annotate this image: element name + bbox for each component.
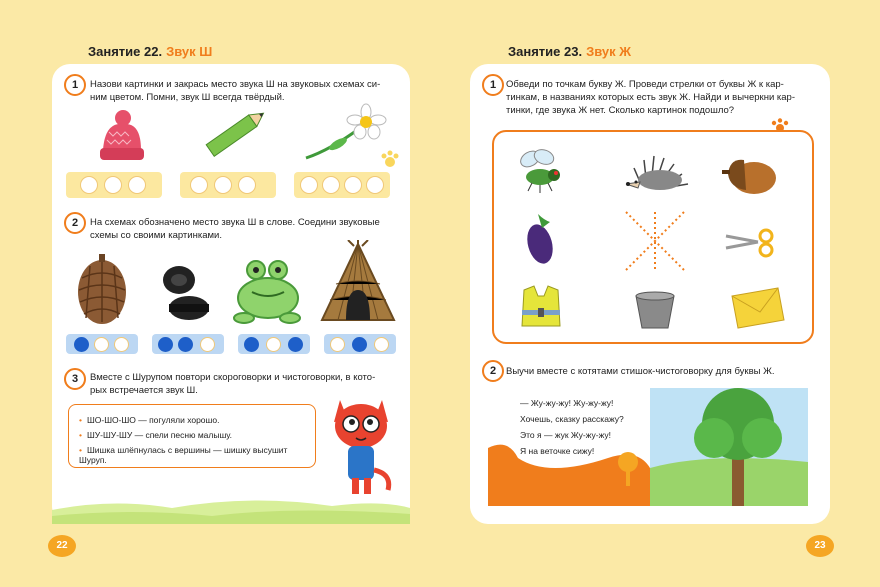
sound-circle bbox=[74, 337, 89, 352]
task-number: 1 bbox=[64, 74, 86, 96]
scissors-picture[interactable] bbox=[722, 222, 782, 262]
envelope-picture[interactable] bbox=[728, 286, 788, 331]
task-number: 2 bbox=[482, 360, 504, 382]
washer-picture[interactable] bbox=[155, 260, 215, 325]
sound-circle bbox=[244, 337, 259, 352]
poem-line: Это я — жук Жу-жу-жу! bbox=[520, 430, 612, 440]
hut-picture[interactable] bbox=[318, 240, 398, 325]
poem-line: Хочешь, сказку расскажу? bbox=[520, 414, 624, 424]
sound-scheme bbox=[324, 334, 396, 354]
page-title bbox=[508, 44, 631, 59]
sound-circle[interactable] bbox=[238, 176, 256, 194]
sound-circle bbox=[374, 337, 389, 352]
sound-circle bbox=[352, 337, 367, 352]
sound-circle bbox=[94, 337, 109, 352]
page-number: 23 bbox=[806, 535, 834, 557]
sound-circle[interactable] bbox=[366, 176, 384, 194]
task-2-text: На схемах обозначено место звука Ш в слове. Соедини звуковые схемы со своими картинками. bbox=[90, 217, 380, 241]
sound-circle[interactable] bbox=[300, 176, 318, 194]
lesson-sound: Звук Ш bbox=[166, 44, 213, 59]
task-2-text: Выучи вместе с котятами стишок-чистоговорку для буквы Ж. bbox=[506, 366, 775, 377]
task-number: 3 bbox=[64, 368, 86, 390]
sound-scheme bbox=[238, 334, 310, 354]
kitten-shurup-picture bbox=[326, 390, 396, 500]
sound-circle bbox=[330, 337, 345, 352]
task-number: 1 bbox=[482, 74, 504, 96]
sound-scheme bbox=[180, 172, 276, 198]
lesson-sound: Звук Ж bbox=[586, 44, 632, 59]
hat-picture[interactable] bbox=[95, 108, 145, 163]
poem-line: Я на веточке сижу! bbox=[520, 446, 595, 456]
pencil-picture[interactable] bbox=[200, 105, 275, 160]
task-3-text: Вместе с Шурупом повтори скороговорки и чистоговорки, в кото- рых встречается звук Ш. bbox=[90, 372, 376, 396]
paw-decoration bbox=[380, 150, 400, 170]
grass-decoration bbox=[52, 490, 410, 524]
sound-circle[interactable] bbox=[80, 176, 98, 194]
sound-scheme bbox=[66, 172, 162, 198]
poem-line: — Жу-жу-жу! Жу-жу-жу! bbox=[520, 398, 614, 408]
fly-picture[interactable] bbox=[510, 145, 570, 195]
dotted-letter-zh[interactable] bbox=[620, 208, 690, 274]
sound-circle bbox=[288, 337, 303, 352]
sound-circle bbox=[178, 337, 193, 352]
task-number: 2 bbox=[64, 212, 86, 234]
sound-circle[interactable] bbox=[214, 176, 232, 194]
lesson-number: Занятие 23. bbox=[508, 44, 583, 59]
sound-circle bbox=[266, 337, 281, 352]
hedgehog-picture[interactable] bbox=[620, 142, 690, 192]
sound-circle bbox=[158, 337, 173, 352]
sound-circle[interactable] bbox=[128, 176, 146, 194]
sound-circle[interactable] bbox=[190, 176, 208, 194]
vest-picture[interactable] bbox=[516, 282, 566, 332]
eggplant-picture[interactable] bbox=[520, 208, 560, 268]
task-1-text: Обведи по точкам букву Ж. Проведи стрелки от буквы Ж к кар- тинкам, в названиях которых есть звук Ж. Найди и вычеркни кар- тинки, где звука Ж нет. Сколько картинок подошло? bbox=[506, 79, 795, 116]
tongue-twisters-box bbox=[68, 404, 316, 468]
sound-scheme bbox=[294, 172, 390, 198]
lesson-number: Занятие 22. bbox=[88, 44, 163, 59]
sound-circle[interactable] bbox=[322, 176, 340, 194]
sound-circle[interactable] bbox=[344, 176, 362, 194]
chamomile-picture[interactable] bbox=[300, 100, 390, 165]
acorn-picture[interactable] bbox=[720, 150, 780, 200]
pinecone-picture[interactable] bbox=[72, 252, 132, 327]
tongue-twister-line: • ШУ-ШУ-ШУ — спели песню малышу. bbox=[79, 430, 233, 440]
page-number: 22 bbox=[48, 535, 76, 557]
tongue-twister-line: • Шишка шлёпнулась с вершины — шишку высушит Шуруп. bbox=[79, 445, 288, 465]
sound-circle bbox=[200, 337, 215, 352]
sound-scheme bbox=[66, 334, 138, 354]
sound-circle[interactable] bbox=[104, 176, 122, 194]
bucket-picture[interactable] bbox=[630, 288, 680, 333]
task-1-text: Назови картинки и закрась место звука Ш на звуковых схемах си- ним цветом. Помни, звук Ш всегда твёрдый. bbox=[90, 79, 381, 103]
frog-picture[interactable] bbox=[230, 256, 305, 326]
page-title bbox=[88, 44, 212, 59]
tongue-twister-line: • ШО-ШО-ШО — погуляли хорошо. bbox=[79, 415, 220, 425]
sound-scheme bbox=[152, 334, 224, 354]
sound-circle bbox=[114, 337, 129, 352]
right-page bbox=[440, 0, 880, 587]
